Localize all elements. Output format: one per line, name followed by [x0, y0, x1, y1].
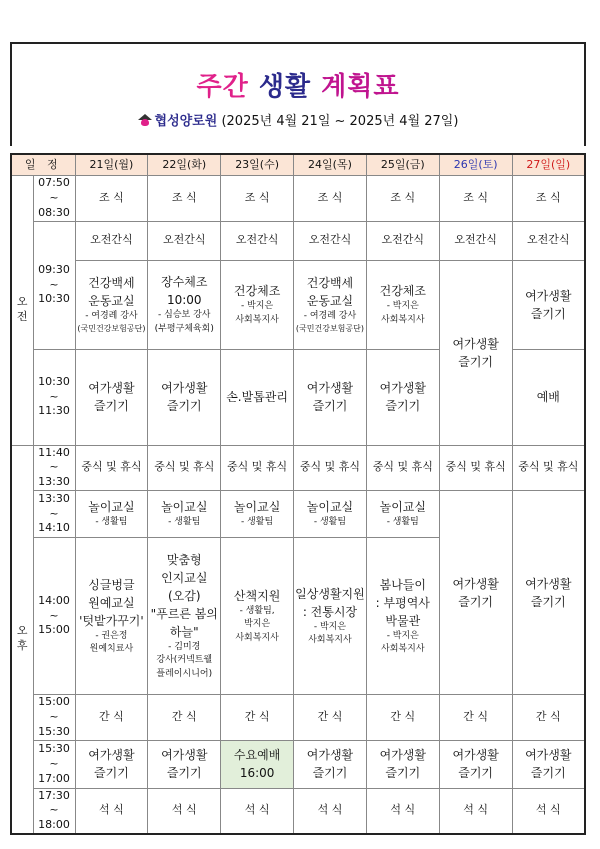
- program-cell: 여가생활 즐기기: [294, 349, 367, 445]
- day-header: 24일(목): [294, 154, 367, 176]
- title-box: [10, 42, 586, 146]
- meal-cell: 석 식: [512, 788, 585, 834]
- meal-cell: 석 식: [148, 788, 221, 834]
- meal-cell: 중식 및 휴식: [366, 445, 439, 491]
- meal-cell: 조 식: [512, 176, 585, 222]
- snack-cell: 오전간식: [221, 221, 294, 260]
- time-slot: 10:30 ~ 11:30: [33, 349, 75, 445]
- morning-label: 오 전: [11, 176, 33, 446]
- meal-cell: 조 식: [75, 176, 148, 222]
- day-header-saturday: 26일(토): [439, 154, 512, 176]
- snack-cell: 오전간식: [148, 221, 221, 260]
- program-cell: 여가생활 즐기기: [439, 260, 512, 445]
- day-header: 23일(수): [221, 154, 294, 176]
- snack-cell: 간 식: [439, 695, 512, 741]
- header-row: [11, 154, 585, 176]
- meal-cell: 조 식: [221, 176, 294, 222]
- time-slot: 13:30 ~ 14:10: [33, 491, 75, 538]
- time-slot: 15:30 ~ 17:00: [33, 740, 75, 788]
- program-cell: 맞춤형 인지교실 (오감) "푸르른 봄의 하늘" - 김미경 강사(커넥트웰 플레이시니어): [148, 538, 221, 695]
- program-cell: 건강백세 운동교실 - 여경례 강사 (국민건강보험공단): [294, 260, 367, 349]
- program-cell: 산책지원 - 생활팀, 박지은 사회복지사: [221, 538, 294, 695]
- table-row: [11, 221, 585, 260]
- snack-cell: 간 식: [512, 695, 585, 741]
- program-cell-highlighted: 수요예배 16:00: [221, 740, 294, 788]
- page-subtitle: [12, 110, 584, 129]
- snack-cell: 오전간식: [294, 221, 367, 260]
- snack-cell: 간 식: [148, 695, 221, 741]
- meal-cell: 조 식: [439, 176, 512, 222]
- snack-cell: 오전간식: [512, 221, 585, 260]
- program-cell: 여가생활 즐기기: [148, 349, 221, 445]
- meal-cell: 석 식: [366, 788, 439, 834]
- house-heart-icon: [138, 114, 152, 126]
- table-row: [11, 176, 585, 222]
- program-cell: 여가생활 즐기기: [512, 491, 585, 695]
- table-row: [11, 491, 585, 538]
- meal-cell: 석 식: [221, 788, 294, 834]
- program-cell: 여가생활 즐기기: [75, 740, 148, 788]
- meal-cell: 중식 및 휴식: [148, 445, 221, 491]
- program-cell: 놀이교실 - 생활팀: [75, 491, 148, 538]
- page-title: 주간 생활 계획표: [196, 72, 400, 102]
- program-cell: 장수체조 10:00 - 심승보 강사 (부평구체육회): [148, 260, 221, 349]
- date-column-header: 일 정: [11, 154, 75, 176]
- meal-cell: 석 식: [294, 788, 367, 834]
- program-cell: 건강백세 운동교실 - 여경례 강사 (국민건강보험공단): [75, 260, 148, 349]
- time-slot: 11:40 ~ 13:30: [33, 445, 75, 491]
- program-cell: 놀이교실 - 생활팀: [366, 491, 439, 538]
- program-cell: 놀이교실 - 생활팀: [221, 491, 294, 538]
- program-cell: 예배: [512, 349, 585, 445]
- snack-cell: 간 식: [75, 695, 148, 741]
- program-cell: 여가생활 즐기기: [148, 740, 221, 788]
- meal-cell: 중식 및 휴식: [439, 445, 512, 491]
- program-cell: 여가생활 즐기기: [366, 349, 439, 445]
- time-slot: 14:00 ~ 15:00: [33, 538, 75, 695]
- table-row: [11, 260, 585, 349]
- time-slot: 17:30 ~ 18:00: [33, 788, 75, 834]
- table-row: [11, 788, 585, 834]
- program-cell: 건강체조 - 박지은 사회복지사: [221, 260, 294, 349]
- meal-cell: 조 식: [148, 176, 221, 222]
- snack-cell: 간 식: [221, 695, 294, 741]
- program-cell: 건강체조 - 박지은 사회복지사: [366, 260, 439, 349]
- org-name: 협성양로원: [154, 114, 218, 129]
- meal-cell: 중식 및 휴식: [294, 445, 367, 491]
- snack-cell: 오전간식: [366, 221, 439, 260]
- program-cell: 여가생활 즐기기: [366, 740, 439, 788]
- program-cell: 여가생활 즐기기: [439, 740, 512, 788]
- program-cell: 일상생활지원 : 전통시장 - 박지은 사회복지사: [294, 538, 367, 695]
- table-row: [11, 695, 585, 741]
- meal-cell: 조 식: [294, 176, 367, 222]
- snack-cell: 오전간식: [75, 221, 148, 260]
- program-cell: 놀이교실 - 생활팀: [148, 491, 221, 538]
- meal-cell: 조 식: [366, 176, 439, 222]
- program-cell: 싱글벙글 원예교실 '텃밭가꾸기' - 권은정 원예치료사: [75, 538, 148, 695]
- meal-cell: 중식 및 휴식: [75, 445, 148, 491]
- meal-cell: 중식 및 휴식: [512, 445, 585, 491]
- meal-cell: 석 식: [439, 788, 512, 834]
- meal-cell: 중식 및 휴식: [221, 445, 294, 491]
- table-row: [11, 445, 585, 491]
- time-slot: 09:30 ~ 10:30: [33, 221, 75, 349]
- program-cell: 봄나들이 : 부평역사 박물관 - 박지은 사회복지사: [366, 538, 439, 695]
- snack-cell: 간 식: [366, 695, 439, 741]
- program-cell: 여가생활 즐기기: [512, 740, 585, 788]
- time-slot: 15:00 ~ 15:30: [33, 695, 75, 741]
- date-range: (2025년 4월 21일 ~ 2025년 4월 27일): [221, 114, 459, 129]
- program-cell: 여가생활 즐기기: [75, 349, 148, 445]
- program-cell: 손.발톱관리: [221, 349, 294, 445]
- program-cell: 여가생활 즐기기: [439, 491, 512, 695]
- snack-cell: 오전간식: [439, 221, 512, 260]
- time-slot: 07:50 ~ 08:30: [33, 176, 75, 222]
- day-header: 22일(화): [148, 154, 221, 176]
- day-header: 21일(월): [75, 154, 148, 176]
- day-header-sunday: 27일(일): [512, 154, 585, 176]
- program-cell: 놀이교실 - 생활팀: [294, 491, 367, 538]
- table-row: [11, 740, 585, 788]
- meal-cell: 석 식: [75, 788, 148, 834]
- afternoon-label: 오 후: [11, 445, 33, 834]
- snack-cell: 간 식: [294, 695, 367, 741]
- day-header: 25일(금): [366, 154, 439, 176]
- weekly-schedule-table: [10, 153, 586, 835]
- program-cell: 여가생활 즐기기: [512, 260, 585, 349]
- program-cell: 여가생활 즐기기: [294, 740, 367, 788]
